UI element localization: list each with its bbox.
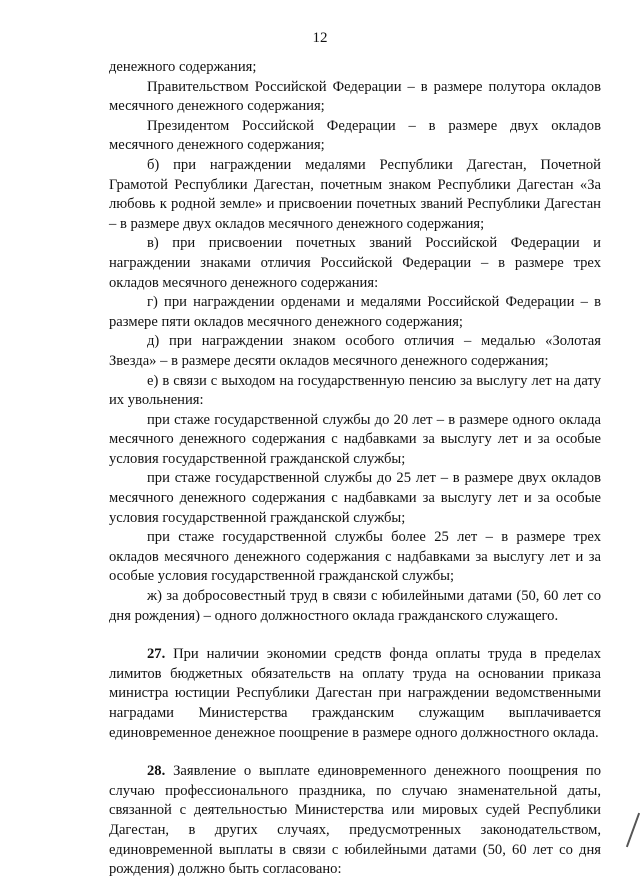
paragraph-item-e: е) в связи с выходом на государственную пенсию за выслугу лет на дату их увольнения:	[109, 372, 601, 409]
document-body	[109, 58, 601, 880]
section-27-text: При наличии экономии средств фонда оплаты труда в пределах лимитов бюджетных обязательств на оплату труда на основании приказа министра юстиции Республики Дагестан при награждении ведомственными наградами Министерства гражданским служащим выплачивается единовременное денежное поощрение в размере одного должностного оклада.	[109, 646, 601, 741]
section-spacer	[109, 626, 601, 645]
paragraph-government-award: Правительством Российской Федерации – в размере полутора окладов месячного денежного содержания;	[109, 78, 601, 115]
paragraph-service-25: при стаже государственной службы до 25 лет – в размере двух окладов месячного денежного содержания с надбавками за выслугу лет и за особые условия государственной гражданской службы;	[109, 470, 601, 526]
paragraph-item-g: г) при награждении орденами и медалями Российской Федерации – в размере пяти окладов месячного денежного содержания;	[109, 294, 601, 330]
paragraph-continuation: денежного содержания;	[109, 59, 257, 75]
section-27	[109, 645, 601, 743]
paragraph-item-b: б) при награждении медалями Республики Дагестан, Почетной Грамотой Республики Дагестан, почетным знаком Республики Дагестан «За любовь к родной земле» и присвоении почетных званий Республики Дагестан – в размере двух окладов месячного денежного содержания;	[109, 156, 601, 232]
section-28-number: 28.	[147, 763, 166, 780]
paragraph-president-award: Президентом Российской Федерации – в размере двух окладов месячного денежного содержания;	[109, 117, 601, 154]
paragraph-service-over-25: при стаже государственной службы более 25 лет – в размере трех окладов месячного денежного содержания с надбавками за выслугу лет и за особые условия государственной гражданской службы;	[109, 529, 601, 585]
paragraph-service-20: при стаже государственной службы до 20 лет – в размере одного оклада месячного денежного содержания с надбавками за выслугу лет и за особые условия государственной гражданской службы;	[109, 411, 601, 467]
paragraph-item-v: в) при присвоении почетных званий Российской Федерации и награждении знаками отличия Российской Федерации – в размере трех окладов месячного денежного содержания:	[109, 235, 601, 291]
section-28-text: Заявление о выплате единовременного денежного поощрения по случаю профессионального праздника, по случаю знаменательной даты, связанной с деятельностью Министерства или мировых судей Республики Дагестан, в других случаях, предусмотренных законодательством, единовременной выплаты в связи с юбилейными датами (50, 60 лет со дня рождения) должно быть согласовано:	[109, 763, 601, 878]
page-number: 12	[312, 30, 328, 46]
paragraph-item-zh: ж) за добросовестный труд в связи с юбилейными датами (50, 60 лет со дня рождения) – одного должностного оклада гражданского служащего.	[109, 588, 601, 624]
section-27-number: 27.	[147, 646, 166, 663]
scan-edge-mark	[626, 813, 640, 848]
section-28	[109, 762, 601, 880]
paragraph-item-d: д) при награждении знаком особого отличия – медалью «Золотая Звезда» – в размере десяти окладов месячного денежного содержания;	[109, 333, 601, 369]
section-spacer	[109, 743, 601, 762]
